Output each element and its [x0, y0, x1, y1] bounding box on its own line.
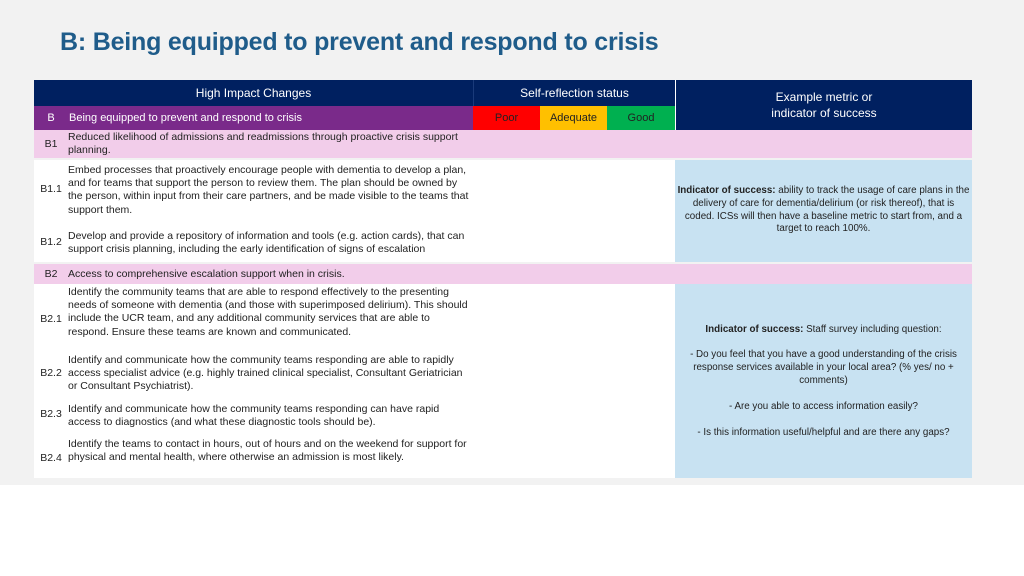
b1-metric-text — [677, 185, 970, 236]
item-text-b1-1-text: Embed processes that proactively encourage people with dementia to develop a plan, and for teams that support the person to review them. The plan should be owned by the person, within input from their care partners, and be made visible to the teams that support them. — [68, 164, 469, 216]
item-code-b2-4 — [34, 452, 68, 464]
item-text-b2-3 — [68, 403, 471, 429]
item-text-b2-2-text: Identify and communicate how the community teams responding are able to rapidly access specialist advice (e.g. highly trained clinical specialist, Consultant Geriatrician or Consultant Psychiatrist). — [68, 354, 463, 393]
b2-status-cell[interactable] — [473, 284, 675, 478]
status-poor-label: Poor — [494, 112, 519, 124]
page-title: B: Being equipped to prevent and respond to crisis — [60, 28, 659, 56]
item-code-b2-3-label: B2.3 — [40, 408, 62, 420]
b1-metric-bold: Indicator of success: — [677, 185, 776, 196]
header-self-reflection — [473, 80, 675, 106]
item-text-b2-2 — [68, 354, 471, 394]
status-good[interactable] — [607, 106, 675, 130]
group-label-b1-text: Reduced likelihood of admissions and readmissions through proactive crisis support planning. — [68, 131, 458, 157]
status-poor[interactable] — [473, 106, 540, 130]
item-text-b1-2 — [68, 230, 473, 256]
item-code-b2-1-label: B2.1 — [40, 313, 62, 325]
group-label-b2-text: Access to comprehensive escalation support when in crisis. — [68, 268, 345, 280]
b1-status-cell[interactable] — [473, 160, 675, 262]
b2-metric-question-1-text: - Do you feel that you have a good understanding of the crisis response services available in your local area? (% yes/ no + comments) — [690, 349, 957, 386]
item-code-b2-2-label: B2.2 — [40, 367, 62, 379]
b2-metric-question-2-text: - Are you able to access information easily? — [729, 401, 918, 412]
header-col3-label: Example metric or indicator of success — [771, 90, 877, 120]
b2-metric-body: Staff survey including question: — [803, 324, 942, 335]
group-label-b1 — [68, 131, 468, 158]
item-text-b2-1-text: Identify the community teams that are able to respond effectively to the presenting needs of someone with dementia (and those with superimposed delirium). This should include the UCR team, and any additional community services that are able to respond. Ensure these teams are known and communicated. — [68, 286, 468, 338]
item-code-b1-2-label: B1.2 — [40, 236, 62, 248]
item-text-b1-1 — [68, 164, 471, 217]
b2-metric-question-1 — [677, 349, 970, 387]
item-text-b1-2-text: Develop and provide a repository of information and tools (e.g. action cards), that can support crisis planning, including the early identification of signs of escalation — [68, 230, 465, 256]
section-label-text: Being equipped to prevent and respond to crisis — [69, 112, 302, 124]
status-adequate[interactable] — [540, 106, 607, 130]
section-code — [34, 106, 68, 130]
b2-metric-heading — [677, 324, 970, 337]
group-code-b2 — [34, 264, 68, 284]
group-code-b1 — [34, 130, 68, 158]
status-adequate-label: Adequate — [549, 112, 598, 124]
item-code-b1-1-label: B1.1 — [40, 183, 62, 195]
b2-metric-bold: Indicator of success: — [705, 324, 804, 335]
item-code-b2-1 — [34, 313, 68, 325]
item-code-b1-2 — [34, 236, 68, 248]
b1-metric-body: ability to track the usage of care plans in the delivery of care for dementia/delirium (or risk thereof), that is coded. ICSs will then have a baseline metric to start from, and a target to reach 100%. — [684, 185, 970, 235]
b2-metric-question-3 — [677, 427, 970, 440]
group-code-b2-label: B2 — [44, 268, 58, 280]
item-code-b2-2 — [34, 367, 68, 379]
section-code-label: B — [47, 112, 55, 124]
item-code-b1-1 — [34, 183, 68, 195]
section-label — [68, 106, 473, 130]
b2-metric-question-3-text: - Is this information useful/helpful and are there any gaps? — [697, 427, 950, 438]
status-good-label: Good — [627, 112, 655, 124]
group-code-b1-label: B1 — [44, 138, 58, 150]
group-label-b2 — [68, 268, 468, 281]
item-text-b2-1 — [68, 286, 471, 339]
item-code-b2-4-label: B2.4 — [40, 452, 62, 464]
item-text-b2-4 — [68, 438, 471, 464]
item-text-b2-3-text: Identify and communicate how the community teams responding can have rapid access to diagnostics (and what these diagnostic tools should be). — [68, 403, 440, 429]
header-example-metric — [675, 80, 972, 130]
item-code-b2-3 — [34, 408, 68, 420]
item-text-b2-4-text: Identify the teams to contact in hours, out of hours and on the weekend for support for physical and mental health, where otherwise an admission is most likely. — [68, 438, 467, 464]
header-col2-label: Self-reflection status — [520, 86, 629, 100]
header-high-impact-changes — [34, 80, 473, 106]
header-col1-label: High Impact Changes — [195, 86, 312, 100]
b2-metric-question-2 — [677, 401, 970, 414]
